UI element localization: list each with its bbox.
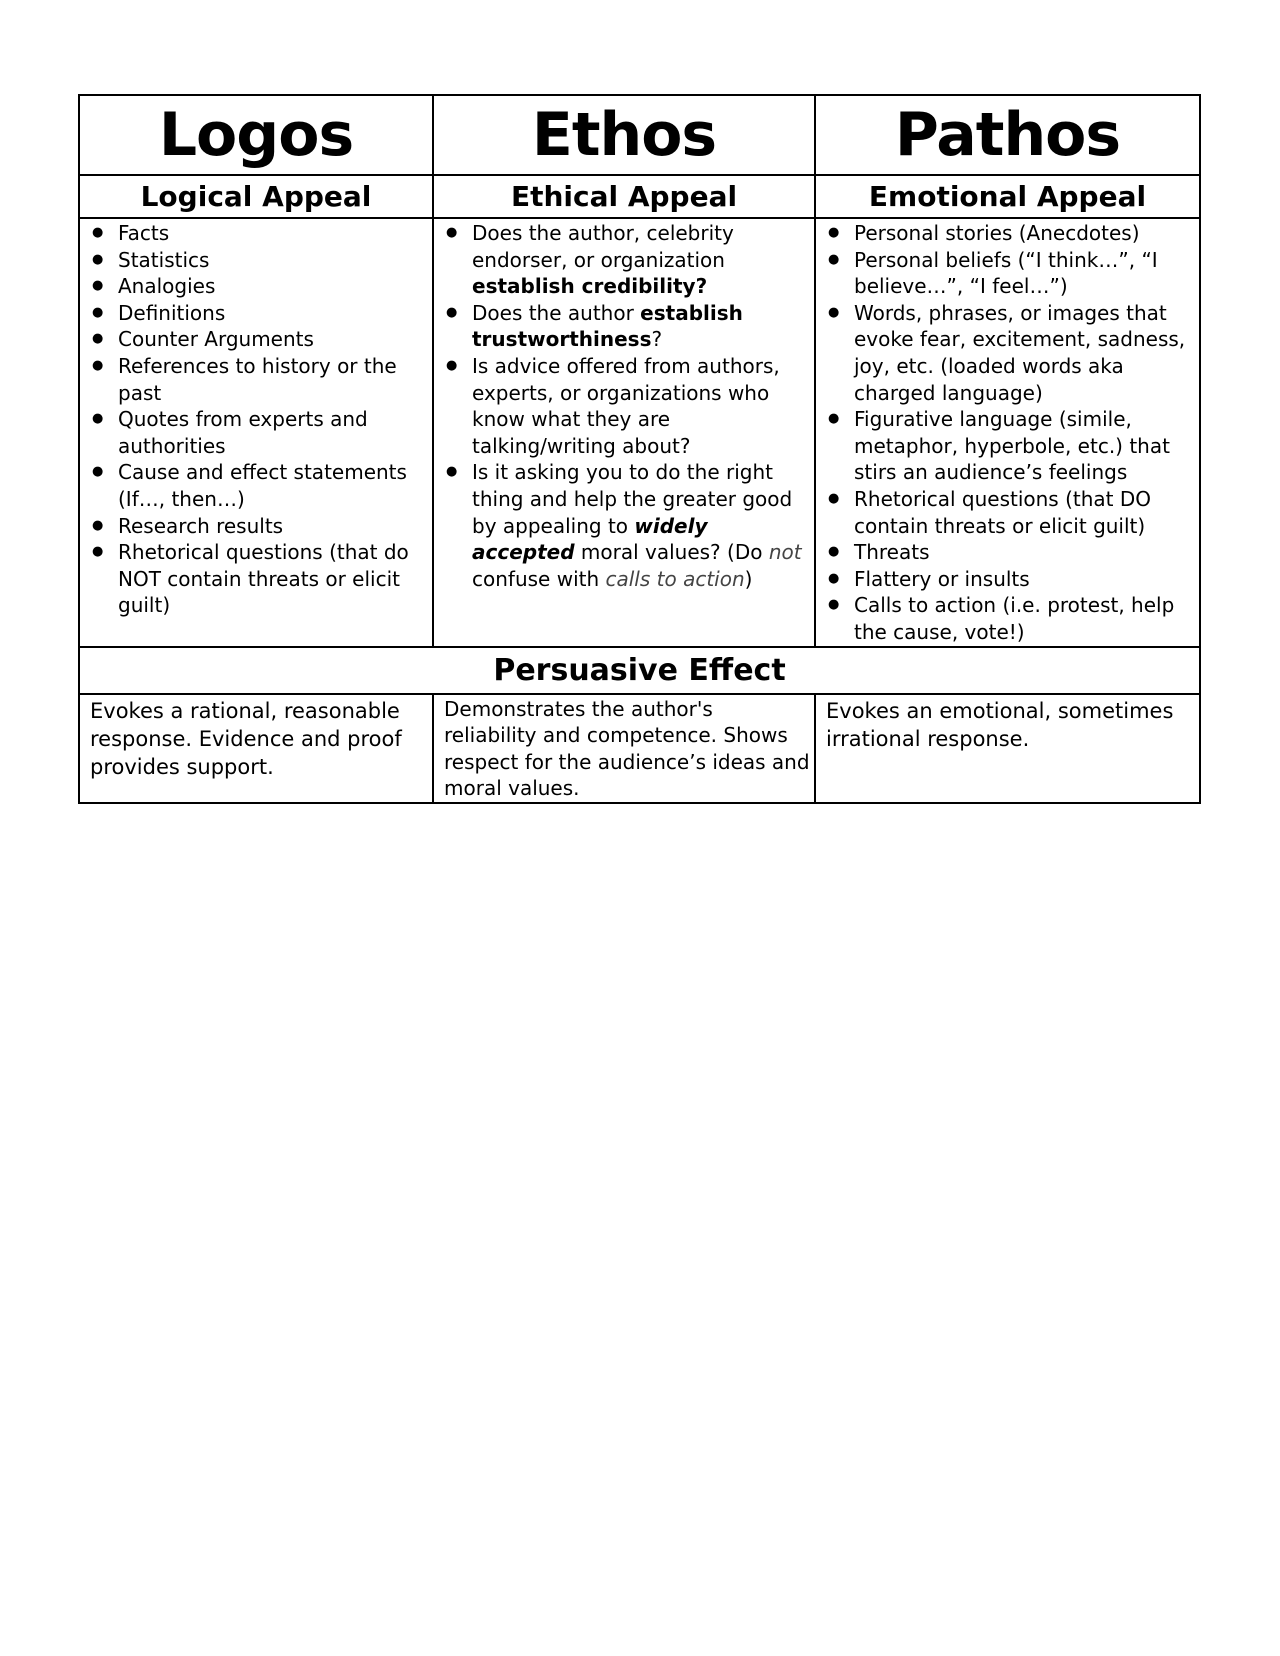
pathos-subtitle: Emotional Appeal	[815, 175, 1200, 218]
list-item: ● Calls to action (i.e. protest, help the cause, vote!)	[816, 592, 1199, 645]
list-item: ● Research results	[80, 513, 432, 540]
list-item: ● Does the author, celebrity endorser, or organization establish credibility?	[434, 220, 814, 300]
persuasive-effect-heading: Persuasive Effect	[79, 647, 1200, 694]
list-item: ● Personal beliefs (“I think…”, “I believe…”, “I feel…”)	[816, 247, 1199, 300]
title-row	[79, 95, 1200, 175]
persuasive-effect-header-row	[79, 647, 1200, 694]
list-item: ● Is it asking you to do the right thing and help the greater good by appealing to widely accepted moral values? (Do not confuse with calls to action)	[434, 459, 814, 592]
list-item: ● Analogies	[80, 273, 432, 300]
logos-title: Logos	[79, 95, 433, 175]
pathos-title: Pathos	[815, 95, 1200, 175]
pathos-effect: Evokes an emotional, sometimes irrational response.	[826, 698, 1174, 751]
techniques-row	[79, 218, 1200, 647]
ethos-effect-cell	[433, 694, 815, 803]
subtitle-row	[79, 175, 1200, 218]
list-item: ● Personal stories (Anecdotes)	[816, 220, 1199, 247]
list-item: ● Figurative language (simile, metaphor, hyperbole, etc.) that stirs an audience’s feelings	[816, 406, 1199, 486]
list-item: ● Statistics	[80, 247, 432, 274]
logos-effect-cell	[79, 694, 433, 803]
list-item: ● Counter Arguments	[80, 326, 432, 353]
ethos-cell	[433, 218, 815, 647]
list-item: ● Threats	[816, 539, 1199, 566]
list-item: ● Definitions	[80, 300, 432, 327]
ethos-title: Ethos	[433, 95, 815, 175]
list-item: ● Words, phrases, or images that evoke fear, excitement, sadness, joy, etc. (loaded words aka charged language)	[816, 300, 1199, 406]
ethos-list	[434, 219, 814, 592]
persuasive-effect-row	[79, 694, 1200, 803]
list-item: ● Is advice offered from authors, experts, or organizations who know what they are talking/writing about?	[434, 353, 814, 459]
ethos-subtitle: Ethical Appeal	[433, 175, 815, 218]
ethos-effect: Demonstrates the author's reliability and competence. Shows respect for the audience’s ideas and moral values.	[444, 696, 810, 800]
rhetorical-appeals-table	[78, 94, 1201, 804]
list-item: ● Cause and effect statements (If…, then…)	[80, 459, 432, 512]
logos-cell	[79, 218, 433, 647]
logos-list	[80, 219, 432, 619]
list-item: ● Quotes from experts and authorities	[80, 406, 432, 459]
list-item: ● Does the author establish trustworthiness?	[434, 300, 814, 353]
list-item: ● References to history or the past	[80, 353, 432, 406]
logos-subtitle: Logical Appeal	[79, 175, 433, 218]
pathos-list	[816, 219, 1199, 646]
pathos-effect-cell	[815, 694, 1200, 803]
list-item: ● Facts	[80, 220, 432, 247]
logos-effect: Evokes a rational, reasonable response. Evidence and proof provides support.	[90, 698, 402, 779]
list-item: ● Rhetorical questions (that do NOT contain threats or elicit guilt)	[80, 539, 432, 619]
list-item: ● Flattery or insults	[816, 566, 1199, 593]
list-item: ● Rhetorical questions (that DO contain threats or elicit guilt)	[816, 486, 1199, 539]
pathos-cell	[815, 218, 1200, 647]
